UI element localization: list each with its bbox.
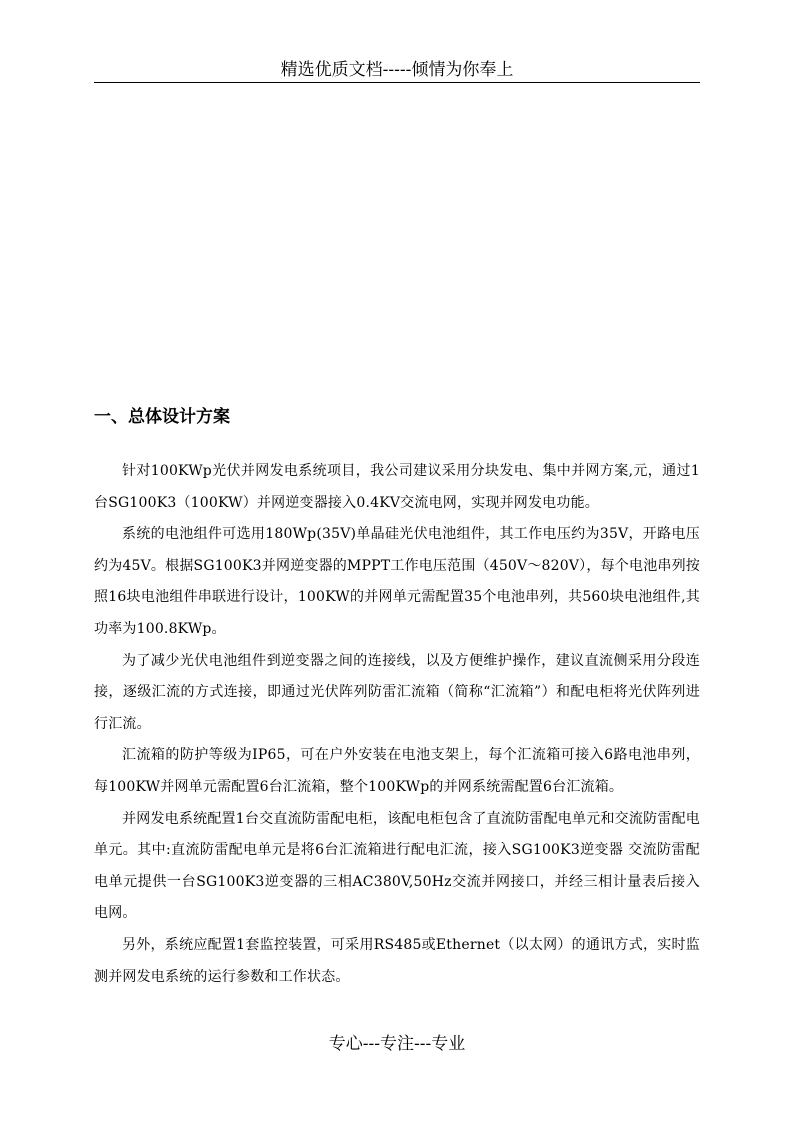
section-heading: 一、总体设计方案 bbox=[94, 407, 230, 427]
paragraph: 并网发电系统配置1台交直流防雷配电柜，该配电柜包含了直流防雷配电单元和交流防雷配电单元。其中:直流防雷配电单元是将6台汇流箱进行配电汇流，接入SG100K3逆变器 交流防雷配电单元提供一台SG100K3逆变器的三相AC380V,50Hz交流并网接口，并经三相计量表后接入电网。 bbox=[94, 810, 700, 922]
page-footer: 专心---专注---专业 bbox=[328, 1034, 466, 1054]
paragraph: 针对100KWp光伏并网发电系统项目，我公司建议采用分块发电、集中并网方案,元，通过1台SG100K3（100KW）并网逆变器接入0.4KV交流电网，实现并网发电功能。 bbox=[94, 463, 700, 511]
paragraph: 系统的电池组件可选用180Wp(35V)单晶硅光伏电池组件，其工作电压约为35V，开路电压约为45V。根据SG100K3并网逆变器的MPPT工作电压范围（450V～820V），每个电池串列按照16块电池组件串联进行设计，100KW的并网单元需配置35个电池串列，共560块电池组件,其功率为100.8KWp。 bbox=[94, 526, 700, 637]
paragraph: 为了减少光伏电池组件到逆变器之间的连接线，以及方便维护操作，建议直流侧采用分段连接，逐级汇流的方式连接，即通过光伏阵列防雷汇流箱（简称“汇流箱”）和配电柜将光伏阵列进行汇流。 bbox=[94, 652, 700, 732]
page-header: 精选优质文档-----倾情为你奉上 bbox=[280, 60, 514, 80]
section-body bbox=[94, 456, 700, 993]
header-divider bbox=[94, 82, 700, 83]
paragraph: 汇流箱的防护等级为IP65，可在户外安装在电池支架上，每个汇流箱可接入6路电池串列，每100KW并网单元需配置6台汇流箱，整个100KWp的并网系统需配置6台汇流箱。 bbox=[94, 747, 700, 795]
paragraph: 另外，系统应配置1套监控装置，可采用RS485或Ethernet（以太网）的通讯方式，实时监测并网发电系统的运行参数和工作状态。 bbox=[94, 936, 700, 985]
